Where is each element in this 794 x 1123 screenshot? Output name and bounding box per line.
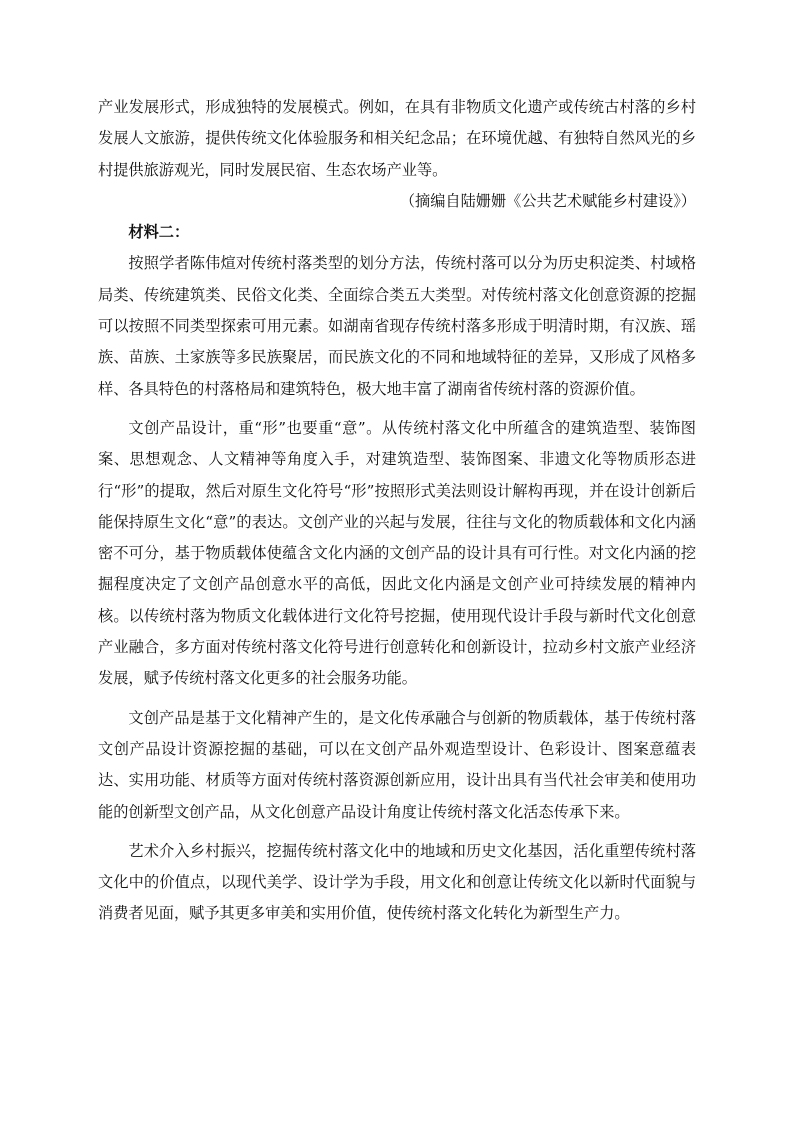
body-paragraph-3: 文创产品是基于文化精神产生的，是文化传承融合与创新的物质载体，基于传统村落文创产品设计资源挖掘的基础，可以在文创产品外观造型设计、色彩设计、图案意蕴表达、实用功能、材质等方面对传统村落资源创新应用，设计出具有当代社会审美和使用功能的创新型文创产品，从文化创意产品设计角度让传统村落文化活态传承下来。	[98, 708, 696, 821]
body-paragraph-1: 按照学者陈伟煊对传统村落类型的划分方法，传统村落可以分为历史积淀类、村域格局类、传统建筑类、民俗文化类、全面综合类五大类型。对传统村落文化创意资源的挖掘可以按照不同类型探索可用元素。如湖南省现存传统村落多形成于明清时期，有汉族、瑶族、苗族、土家族等多民族聚居，而民族文化的不同和地域特征的差异，又形成了风格多样、各具特色的村落格局和建筑特色，极大地丰富了湖南省传统村落的资源价值。	[98, 254, 696, 398]
intro-paragraph: 产业发展形式，形成独特的发展模式。例如，在具有非物质文化遗产或传统古村落的乡村发展人文旅游，提供传统文化体验服务和相关纪念品；在环境优越、有独特自然风光的乡村提供旅游观光，同时发展民宿、生态农场产业等。	[98, 98, 696, 179]
source-citation: （摘编自陆姗姗《公共艺术赋能乡村建设》）	[399, 191, 696, 210]
body-paragraph-4: 艺术介入乡村振兴，挖掘传统村落文化中的地域和历史文化基因，活化重塑传统村落文化中的价值点，以现代美学、设计学为手段，用文化和创意让传统文化以新时代面貌与消费者见面，赋予其更多审美和实用价值，使传统村落文化转化为新型生产力。	[98, 841, 696, 923]
section-heading: 材料二：	[128, 223, 190, 242]
body-paragraph-2: 文创产品设计，重“形”也要重“意”。从传统村落文化中所蕴含的建筑造型、装饰图案、思想观念、人文精神等角度入手，对建筑造型、装饰图案、非遗文化等物质形态进行“形”的提取，然后对原生文化符号“形”按照形式美法则设计解构再现，并在设计创新后能保持原生文化“意”的表达。文创产业的兴起与发展，往往与文化的物质载体和文化内涵密不可分，基于物质载体使蕴含文化内涵的文创产品的设计具有可行性。对文化内涵的挖掘程度决定了文创产品创意水平的高低，因此文化内涵是文创产业可持续发展的精神内核。以传统村落为物质文化载体进行文化符号挖掘，使用现代设计手段与新时代文化创意产业融合，多方面对传统村落文化符号进行创意转化和创新设计，拉动乡村文旅产业经济发展，赋予传统村落文化更多的社会服务功能。	[98, 418, 696, 688]
document-page	[98, 92, 696, 930]
